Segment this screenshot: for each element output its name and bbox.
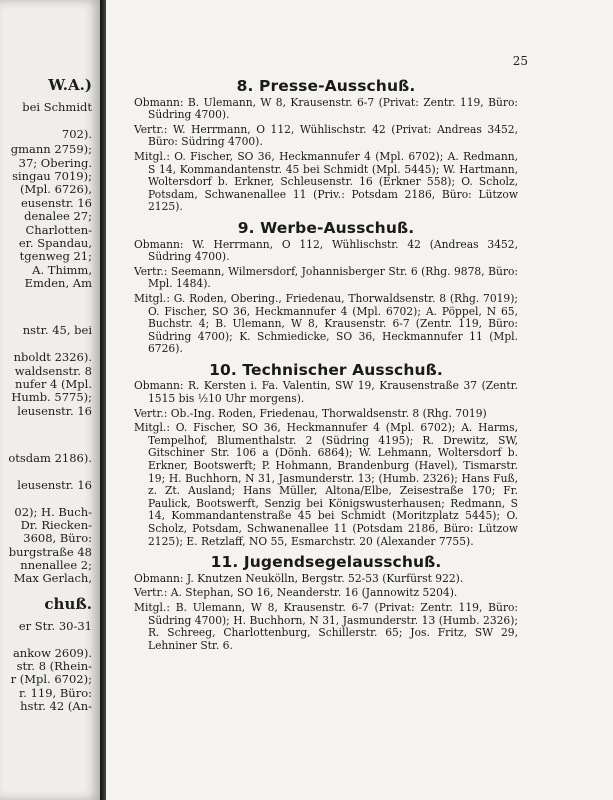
member-entry: Vertr.: W. Herrmann, O 112, Wühlischstr. 42 (Privat: Andreas 3452, Büro: Südring 4700). (134, 122, 518, 149)
left-page-text-line: nstr. 45, bei (22, 323, 92, 337)
left-page-text-line: r (Mpl. 6702); (10, 672, 92, 686)
member-entry: Mitgl.: O. Fischer, SO 36, Heckmannufer 4 (Mpl. 6702); A. Harms, Tempelhof, Blumenthalstr. 2 (Südring 4195); R. Drewitz, SW, Gitschiner Str. 106 a (Dönh. 6864); W. Lehmann, Woltersdorf b. Erkner, Bootswerft; P. Hohmann, Brandenburg (Havel), Tismarstr. 19; H. Buchhorn, N 31, Jasmunderstr. 13; (Humb. 2326); Hans Fuß, z. Zt. Ausland; Hans Müller, Altona/Elbe, Zeisestraße 170; Fr. Paulick, Bootswerft, Senzig bei Königswusterhausen; Redmann, S 14, Kommandantenstraße 45 bei Schmidt (Moritzplatz 5445); O. Scholz, Potsdam, Schwanenallee 11 (Potsdam 2186, Büro: Lützow 2125); E. Retzlaff, NO 55, Esmarchstr. 20 (Alexander 7755). (134, 421, 518, 548)
left-page-text-line: nboldt 2326). (13, 350, 92, 364)
member-entry: Vertr.: A. Stephan, SO 16, Neanderstr. 16 (Jannowitz 5204). (134, 586, 458, 600)
left-page-text-line: r. 119, Büro: (19, 686, 92, 700)
left-page-text-line: er. Spandau, (18, 236, 92, 250)
left-page-text-line: ankow 2609). (12, 646, 92, 660)
left-page-text-line: 37; Obering. (18, 156, 92, 170)
section-title: 8. Presse-Ausschuß. (236, 77, 416, 95)
left-page-text-line: tgenweg 21; (19, 249, 92, 263)
member-entry: Mitgl.: G. Roden, Obering., Friedenau, Thorwaldsenstr. 8 (Rhg. 7019); O. Fischer, SO 36, Heckmannufer 4 (Mpl. 6702); A. Pöppel, N 65, Buchstr. 4; B. Ulemann, W 8, Krausenstr. 6-7 (Zentr. 119, Büro: Südring 4700); K. Schmiedicke, SO 36, Heckmannufer 11 (Mpl. 6726). (134, 291, 518, 356)
committee-section (134, 360, 518, 548)
left-page-text-line: singau 7019); (12, 169, 92, 183)
left-page-text-line: leusenstr. 16 (17, 478, 92, 492)
committee-section (134, 77, 518, 214)
left-page-text-line: Emden, Am (24, 276, 92, 290)
committee-section (134, 218, 518, 356)
left-page-text-line: gmann 2759); (10, 142, 92, 156)
left-page-text-line: nnenallee 2; (20, 558, 92, 572)
member-entry: Vertr.: Ob.-Ing. Roden, Friedenau, Thorwaldsenstr. 8 (Rhg. 7019) (134, 406, 487, 420)
left-page-text-line: Dr. Riecken- (20, 518, 92, 532)
member-entry: Mitgl.: O. Fischer, SO 36, Heckmannufer 4 (Mpl. 6702); A. Redmann, S 14, Kommandantenstr. 45 bei Schmidt (Mpl. 5445); W. Hartmann, Woltersdorf b. Erkner, Schleusenstr. 16 (Erkner 558); O. Scholz, Potsdam, Schwanenallee 11 (Priv.: Potsdam 2186, Büro: Lützow 2125). (134, 149, 518, 214)
left-page-text-line: Charlotten- (25, 223, 92, 237)
committee-section (134, 553, 518, 652)
left-page-text-line: hstr. 42 (An- (20, 699, 92, 713)
section-title: 10. Technischer Ausschuß. (209, 360, 443, 379)
member-entry: Mitgl.: B. Ulemann, W 8, Krausenstr. 6-7 (Privat: Zentr. 119, Büro: Südring 4700); H. Buchhorn, N 31, Jasmunderstr. 13 (Humb. 2326); R. Schreeg, Charlottenburg, Schillerstr. 65; Jos. Fritz, SW 29, Lehniner Str. 6. (134, 600, 518, 652)
page-number: 25 (512, 54, 528, 68)
member-entry: Obmann: R. Kersten i. Fa. Valentin, SW 19, Krausenstraße 37 (Zentr. 1515 bis ½10 Uhr morgens). (134, 379, 518, 406)
book-page (106, 0, 613, 800)
left-page-text-line: 02); H. Buch- (14, 505, 92, 519)
section-title: 9. Werbe-Ausschuß. (237, 218, 415, 237)
member-entry: Vertr.: Seemann, Wilmersdorf, Johannisberger Str. 6 (Rhg. 9878, Büro: Mpl. 1484). (134, 264, 518, 291)
left-page-text-line: str. 8 (Rhein- (16, 659, 92, 673)
left-page-text-line: chuß. (44, 595, 92, 613)
left-page-text-line: W.A.) (48, 76, 92, 94)
left-page-text-line: eusenstr. 16 (20, 196, 92, 210)
member-entry: Obmann: J. Knutzen Neukölln, Bergstr. 52-53 (Kurfürst 922). (134, 571, 464, 585)
left-page-text-line: A. Thimm, (32, 263, 92, 277)
left-page-text-line: nufer 4 (Mpl. (15, 377, 92, 391)
left-page-text-line: otsdam 2186). (8, 451, 92, 465)
left-page-text-line: (Mpl. 6726), (19, 182, 92, 196)
member-entry: Obmann: W. Herrmann, O 112, Wühlischstr. 42 (Andreas 3452, Südring 4700). (134, 237, 518, 264)
left-page-text-line: leusenstr. 16 (17, 404, 92, 418)
member-entry: Obmann: B. Ulemann, W 8, Krausenstr. 6-7 (Privat: Zentr. 119, Büro: Südring 4700). (134, 95, 518, 122)
committee-list (134, 76, 518, 660)
previous-page-fragment (0, 0, 100, 800)
left-page-text-line: denalee 27; (24, 209, 92, 223)
left-page-text-line: Max Gerlach, (13, 571, 92, 585)
left-page-text-line: burgstraße 48 (8, 545, 92, 559)
left-page-text-line: Humb. 5775); (11, 390, 92, 404)
left-page-text-line: bei Schmidt (22, 100, 92, 114)
left-page-text-line: waldsenstr. 8 (14, 364, 92, 378)
section-title: 11. Jugendsegelausschuß. (210, 553, 442, 572)
left-page-text-line: er Str. 30-31 (18, 619, 92, 633)
left-page-text-line: 702). (61, 127, 92, 141)
left-page-text-line: 3608, Büro: (23, 531, 92, 545)
